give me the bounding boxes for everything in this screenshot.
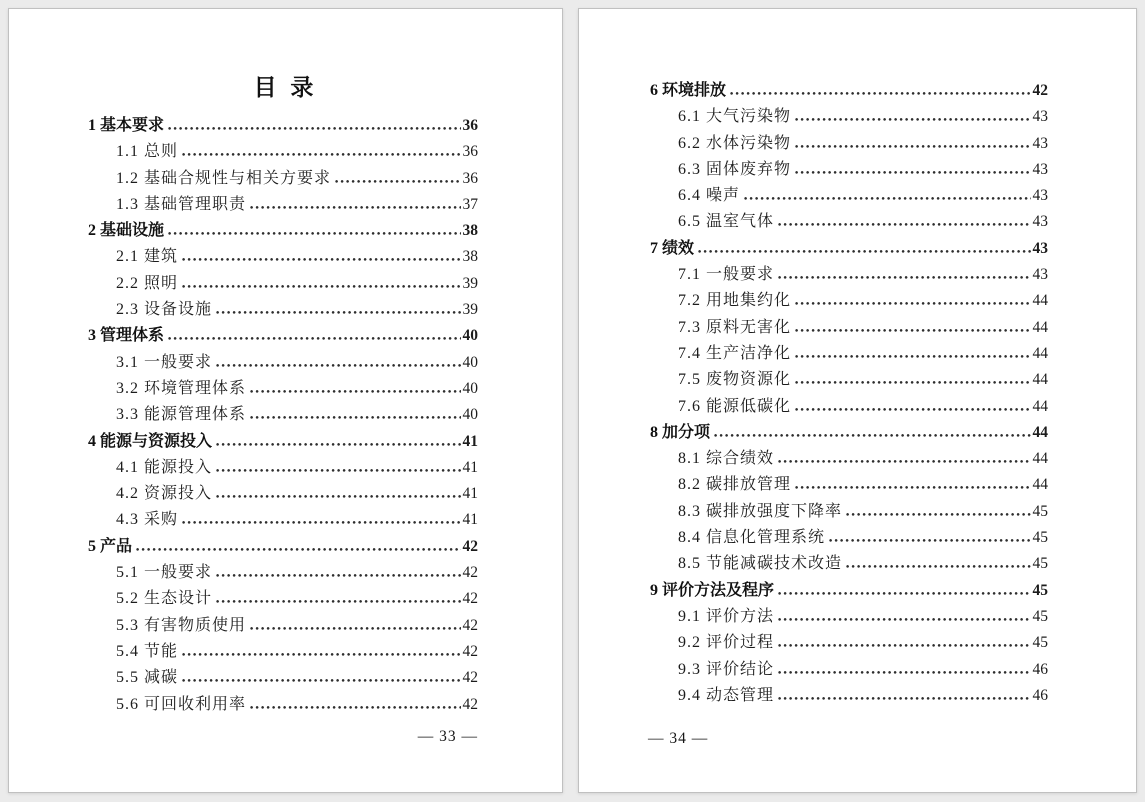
toc-entry-page: 46 bbox=[1032, 660, 1048, 678]
toc-entry-label: 5.5 减碳 bbox=[116, 669, 179, 687]
dot-leader bbox=[778, 697, 1030, 700]
toc-entry-label: 7.6 能源低碳化 bbox=[678, 397, 792, 415]
toc-entry bbox=[88, 271, 478, 297]
toc-entry-page: 42 bbox=[462, 695, 478, 713]
toc-entry-page: 42 bbox=[1032, 82, 1048, 99]
toc-entry-page: 41 bbox=[462, 485, 478, 503]
toc-entry-label: 2.2 照明 bbox=[116, 274, 179, 292]
toc-entry bbox=[650, 262, 1048, 288]
toc-entry-label: 3.2 环境管理体系 bbox=[116, 379, 247, 397]
page-number-footer: — 34 — bbox=[648, 730, 709, 747]
toc-entry-page: 40 bbox=[462, 406, 478, 424]
toc-entry-page: 45 bbox=[1032, 555, 1048, 573]
toc-entry bbox=[88, 218, 478, 244]
dot-leader bbox=[795, 171, 1030, 174]
toc-entry-label: 2.3 设备设施 bbox=[116, 301, 213, 319]
dot-leader bbox=[168, 127, 460, 130]
toc-entry-label: 7.2 用地集约化 bbox=[678, 292, 792, 310]
toc-entry-label: 8.2 碳排放管理 bbox=[678, 476, 792, 494]
toc-entry-label: 4 能源与资源投入 bbox=[88, 432, 213, 450]
dot-leader bbox=[335, 180, 460, 183]
document-page-33 bbox=[8, 8, 563, 793]
toc-entry-page: 36 bbox=[462, 143, 478, 161]
toc-entry-page: 37 bbox=[462, 195, 478, 213]
toc-entry-page: 45 bbox=[1032, 529, 1048, 547]
toc-entry bbox=[650, 578, 1048, 604]
dot-leader bbox=[136, 548, 460, 551]
toc-entry-label: 4.1 能源投入 bbox=[116, 458, 213, 476]
toc-entry bbox=[650, 446, 1048, 472]
toc-entry-page: 40 bbox=[462, 379, 478, 397]
toc-entry-label: 1.3 基础管理职责 bbox=[116, 195, 247, 213]
toc-entry-page: 36 bbox=[462, 117, 478, 134]
toc-entry-label: 2.1 建筑 bbox=[116, 248, 179, 266]
toc-entry bbox=[650, 394, 1048, 420]
toc-entry-label: 7.5 废物资源化 bbox=[678, 371, 792, 389]
toc-entry bbox=[650, 78, 1048, 104]
toc-entry bbox=[650, 104, 1048, 130]
toc-entry-label: 9.3 评价结论 bbox=[678, 660, 775, 678]
toc-entry bbox=[88, 113, 478, 139]
toc-entry-page: 41 bbox=[462, 511, 478, 529]
toc-entry bbox=[88, 376, 478, 402]
toc-entry bbox=[650, 604, 1048, 630]
toc-entry-label: 7.3 原料无害化 bbox=[678, 318, 792, 336]
dot-leader bbox=[216, 495, 460, 498]
toc-entry-page: 38 bbox=[462, 248, 478, 266]
toc-entry-label: 5.4 节能 bbox=[116, 642, 179, 660]
page-number-footer: — 33 — bbox=[417, 728, 478, 745]
toc-entry bbox=[88, 192, 478, 218]
dot-leader bbox=[250, 627, 460, 630]
toc-entry-page: 43 bbox=[1032, 134, 1048, 152]
dot-leader bbox=[795, 302, 1030, 305]
toc-entry-label: 7.4 生产洁净化 bbox=[678, 344, 792, 362]
toc-entry-label: 3 管理体系 bbox=[88, 327, 165, 345]
toc-entry bbox=[88, 534, 478, 560]
toc-entry-label: 5.2 生态设计 bbox=[116, 590, 213, 608]
toc-entry-page: 42 bbox=[462, 642, 478, 660]
toc-entry-page: 39 bbox=[462, 301, 478, 319]
toc-entry-page: 42 bbox=[462, 564, 478, 582]
dot-leader bbox=[216, 443, 460, 446]
dot-leader bbox=[182, 653, 460, 656]
dot-leader bbox=[778, 618, 1030, 621]
toc-entry-page: 43 bbox=[1032, 266, 1048, 284]
toc-entry-page: 44 bbox=[1032, 371, 1048, 389]
dot-leader bbox=[778, 276, 1030, 279]
dot-leader bbox=[216, 364, 460, 367]
toc-entry-label: 6.4 噪声 bbox=[678, 187, 741, 205]
toc-entry-label: 9.2 评价过程 bbox=[678, 634, 775, 652]
dot-leader bbox=[698, 250, 1030, 253]
dot-leader bbox=[714, 434, 1030, 437]
toc-entry bbox=[88, 586, 478, 612]
toc-entry-page: 36 bbox=[462, 169, 478, 187]
dot-leader bbox=[795, 486, 1030, 489]
toc-entry bbox=[88, 429, 478, 455]
toc-entry-label: 4.3 采购 bbox=[116, 511, 179, 529]
toc-entry bbox=[88, 613, 478, 639]
toc-entry-page: 41 bbox=[462, 432, 478, 450]
toc-entry-label: 3.3 能源管理体系 bbox=[116, 406, 247, 424]
dot-leader bbox=[795, 118, 1030, 121]
toc-entry bbox=[88, 297, 478, 323]
toc-entry-label: 6.1 大气污染物 bbox=[678, 108, 792, 126]
dot-leader bbox=[250, 206, 460, 209]
toc-entry-label: 9.4 动态管理 bbox=[678, 686, 775, 704]
toc-entry-page: 41 bbox=[462, 458, 478, 476]
dot-leader bbox=[216, 311, 460, 314]
toc-entry-page: 43 bbox=[1032, 187, 1048, 205]
toc-entry-label: 9.1 评价方法 bbox=[678, 607, 775, 625]
toc-entry-page: 43 bbox=[1032, 108, 1048, 126]
dot-leader bbox=[778, 592, 1030, 595]
toc-entry bbox=[650, 472, 1048, 498]
toc-entry-page: 45 bbox=[1032, 634, 1048, 652]
toc-entry-page: 44 bbox=[1032, 292, 1048, 310]
toc-entry-label: 1.2 基础合规性与相关方要求 bbox=[116, 169, 332, 187]
toc-entry bbox=[650, 551, 1048, 577]
toc-entry-page: 39 bbox=[462, 274, 478, 292]
toc-entry-label: 8.5 节能减碳技术改造 bbox=[678, 555, 843, 573]
toc-entry bbox=[650, 525, 1048, 551]
toc-entry-label: 3.1 一般要求 bbox=[116, 353, 213, 371]
dot-leader bbox=[795, 145, 1030, 148]
dot-leader bbox=[250, 706, 460, 709]
dot-leader bbox=[216, 600, 460, 603]
toc-entry-page: 44 bbox=[1032, 450, 1048, 468]
toc-entry-page: 45 bbox=[1032, 502, 1048, 520]
toc-entry-page: 46 bbox=[1032, 686, 1048, 704]
toc-entry bbox=[650, 657, 1048, 683]
dot-leader bbox=[795, 329, 1030, 332]
dot-leader bbox=[182, 679, 460, 682]
toc-entry bbox=[88, 166, 478, 192]
dot-leader bbox=[778, 644, 1030, 647]
toc-entry bbox=[650, 288, 1048, 314]
toc-entry-label: 5.6 可回收利用率 bbox=[116, 695, 247, 713]
toc-entry-page: 43 bbox=[1032, 160, 1048, 178]
toc-entry-label: 8.4 信息化管理系统 bbox=[678, 529, 826, 547]
toc-entry-label: 5.3 有害物质使用 bbox=[116, 616, 247, 634]
toc-entry bbox=[88, 350, 478, 376]
toc-entry-label: 7.1 一般要求 bbox=[678, 266, 775, 284]
document-page-34 bbox=[578, 8, 1137, 793]
toc-entry bbox=[650, 157, 1048, 183]
toc-entry-label: 1.1 总则 bbox=[116, 143, 179, 161]
dot-leader bbox=[182, 521, 460, 524]
toc-entry-page: 42 bbox=[462, 669, 478, 687]
toc-entry-page: 42 bbox=[462, 590, 478, 608]
dot-leader bbox=[216, 574, 460, 577]
toc-entry-label: 5.1 一般要求 bbox=[116, 564, 213, 582]
dot-leader bbox=[795, 408, 1030, 411]
toc-entry bbox=[88, 455, 478, 481]
toc-entry bbox=[650, 683, 1048, 709]
toc-entry bbox=[650, 131, 1048, 157]
toc-entry-label: 8.1 综合绩效 bbox=[678, 450, 775, 468]
toc-entry-label: 8.3 碳排放强度下降率 bbox=[678, 502, 843, 520]
toc-entry-page: 43 bbox=[1032, 213, 1048, 231]
toc-entry-label: 6 环境排放 bbox=[650, 82, 727, 99]
toc-entry-label: 4.2 资源投入 bbox=[116, 485, 213, 503]
dot-leader bbox=[182, 153, 460, 156]
toc-entry bbox=[650, 315, 1048, 341]
toc-entry-label: 5 产品 bbox=[88, 537, 133, 555]
toc-entry bbox=[650, 236, 1048, 262]
toc-entry bbox=[650, 209, 1048, 235]
toc-entry-page: 38 bbox=[462, 222, 478, 240]
toc-entry bbox=[88, 665, 478, 691]
toc-entry-label: 6.5 温室气体 bbox=[678, 213, 775, 231]
toc-entry-label: 7 绩效 bbox=[650, 239, 695, 257]
toc-entry bbox=[650, 499, 1048, 525]
toc-entry-page: 44 bbox=[1032, 397, 1048, 415]
dot-leader bbox=[846, 513, 1030, 516]
toc-list-left bbox=[9, 105, 562, 718]
dot-leader bbox=[182, 285, 460, 288]
dot-leader bbox=[744, 197, 1030, 200]
dot-leader bbox=[778, 671, 1030, 674]
toc-entry-page: 42 bbox=[462, 616, 478, 634]
toc-entry-page: 44 bbox=[1032, 423, 1048, 441]
toc-entry-page: 45 bbox=[1032, 581, 1048, 599]
dot-leader bbox=[216, 469, 460, 472]
toc-entry bbox=[88, 244, 478, 270]
dot-leader bbox=[730, 92, 1030, 95]
toc-entry-label: 9 评价方法及程序 bbox=[650, 581, 775, 599]
dot-leader bbox=[250, 416, 460, 419]
toc-entry bbox=[88, 402, 478, 428]
dot-leader bbox=[795, 355, 1030, 358]
toc-title: 目 录 bbox=[253, 75, 318, 100]
toc-entry bbox=[88, 323, 478, 349]
toc-entry bbox=[88, 560, 478, 586]
toc-entry-page: 40 bbox=[462, 353, 478, 371]
toc-entry-label: 6.3 固体废弃物 bbox=[678, 160, 792, 178]
toc-list-right bbox=[579, 9, 1136, 709]
dot-leader bbox=[795, 381, 1030, 384]
toc-entry-label: 8 加分项 bbox=[650, 423, 711, 441]
dot-leader bbox=[250, 390, 460, 393]
toc-entry-label: 2 基础设施 bbox=[88, 222, 165, 240]
toc-entry bbox=[88, 139, 478, 165]
dot-leader bbox=[168, 232, 460, 235]
toc-entry-page: 40 bbox=[462, 327, 478, 345]
toc-entry-page: 45 bbox=[1032, 607, 1048, 625]
toc-entry bbox=[650, 183, 1048, 209]
toc-entry bbox=[88, 692, 478, 718]
toc-entry-label: 1 基本要求 bbox=[88, 117, 165, 134]
toc-entry-page: 42 bbox=[462, 537, 478, 555]
dot-leader bbox=[778, 223, 1030, 226]
dot-leader bbox=[829, 539, 1030, 542]
toc-entry bbox=[650, 630, 1048, 656]
dot-leader bbox=[182, 258, 460, 261]
toc-entry-page: 43 bbox=[1032, 239, 1048, 257]
dot-leader bbox=[846, 565, 1030, 568]
toc-entry bbox=[650, 367, 1048, 393]
toc-entry-label: 6.2 水体污染物 bbox=[678, 134, 792, 152]
toc-entry-page: 44 bbox=[1032, 318, 1048, 336]
toc-entry-page: 44 bbox=[1032, 344, 1048, 362]
toc-entry bbox=[650, 341, 1048, 367]
dot-leader bbox=[168, 337, 460, 340]
toc-entry bbox=[88, 507, 478, 533]
toc-entry-page: 44 bbox=[1032, 476, 1048, 494]
toc-entry bbox=[88, 639, 478, 665]
toc-entry bbox=[88, 481, 478, 507]
toc-entry bbox=[650, 420, 1048, 446]
dot-leader bbox=[778, 460, 1030, 463]
